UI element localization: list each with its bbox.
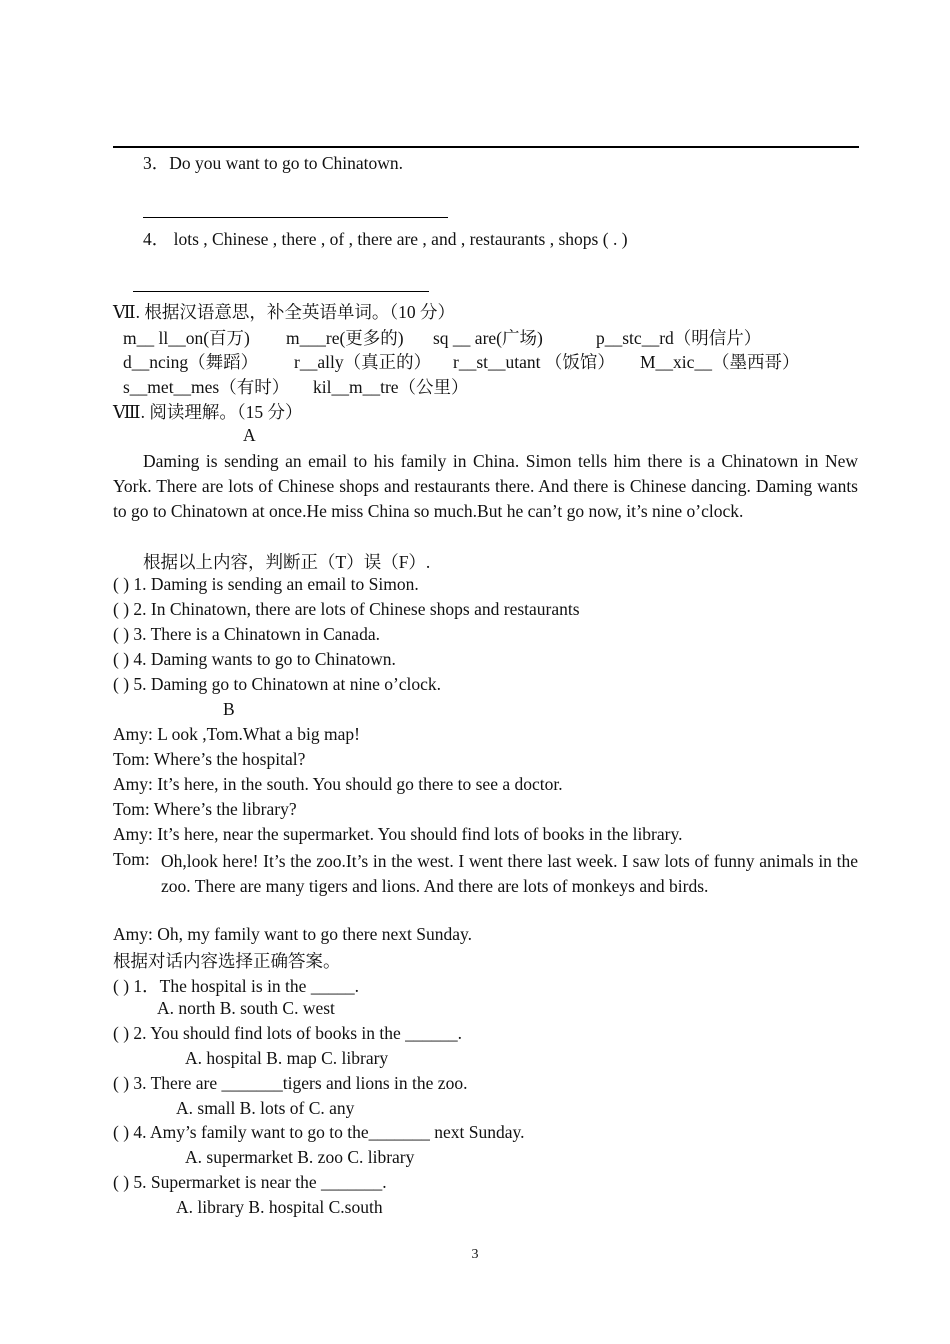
word-blank: m___re(更多的) bbox=[286, 328, 404, 348]
dialogue-line: Amy: L ook ,Tom.What a big map! bbox=[113, 724, 360, 744]
question-4: 4． lots , Chinese , there , of , there are , and , restaurants , shops ( . ) bbox=[143, 229, 628, 249]
dialogue-line: Amy: It’s here, near the supermarket. You should find lots of books in the library. bbox=[113, 824, 683, 844]
tf-question: ( ) 5. Daming go to Chinatown at nine o’clock. bbox=[113, 674, 442, 694]
page-number: 3 bbox=[471, 1247, 479, 1262]
tf-question: ( ) 2. In Chinatown, there are lots of Chinese shops and restaurants bbox=[113, 599, 580, 619]
word-blank: d__ncing（舞蹈） bbox=[123, 352, 259, 372]
mc-options: A. library B. hospital C.south bbox=[176, 1197, 383, 1217]
part-a-label: A bbox=[243, 425, 256, 445]
dialogue-line: Tom: Where’s the library? bbox=[113, 799, 297, 819]
mc-question: ( ) 4. Amy’s family want to go to the_______ next Sunday. bbox=[113, 1122, 525, 1142]
word-blank: m__ ll__on(百万) bbox=[123, 328, 250, 348]
section8-heading: Ⅷ. 阅读理解。（15 分） bbox=[113, 402, 303, 422]
mc-options: A. hospital B. map C. library bbox=[185, 1048, 389, 1068]
dialogue-line: Amy: Oh, my family want to go there next Sunday. bbox=[113, 924, 473, 944]
section7-heading: Ⅶ. 根据汉语意思，补全英语单词。（10 分） bbox=[113, 302, 455, 322]
word-blank: p__stc__rd（明信片） bbox=[596, 328, 762, 348]
dialogue-line: Amy: It’s here, in the south. You should go there to see a doctor. bbox=[113, 774, 563, 794]
dialogue-long-line: Oh,look here! It’s the zoo.It’s in the west. I went there last week. I saw lots of funny animals in the zoo. There are many tigers and lions. And there are lots of monkeys and birds. bbox=[161, 851, 858, 896]
mc-options: A. supermarket B. zoo C. library bbox=[185, 1147, 415, 1167]
dialogue-line: Tom: Where’s the hospital? bbox=[113, 749, 306, 769]
word-blank: M__xic__（墨西哥） bbox=[640, 352, 800, 372]
header-rule bbox=[113, 146, 859, 148]
word-blank: r__ally（真正的） bbox=[294, 352, 432, 372]
part-a-passage: Daming is sending an email to his family in China. Simon tells him there is a Chinatown in New York. There are lots of Chinese shops and restaurants there. And there is Chinese dancing. Daming wants to go to Chinatown at once.He miss China so much.But he can’t go now, it’s nine o’clock. bbox=[113, 451, 858, 521]
word-blank: kil__m__tre（公里） bbox=[313, 377, 469, 397]
answer-line-3 bbox=[143, 217, 448, 218]
mc-options: A. north B. south C. west bbox=[157, 998, 335, 1018]
part-a-instruction: 根据以上内容，判断正（T）误（F）. bbox=[143, 552, 431, 572]
word-blank: sq __ are(广场) bbox=[433, 328, 543, 348]
dialogue-speaker: Tom: bbox=[113, 849, 150, 869]
mc-question: ( ) 5. Supermarket is near the _______. bbox=[113, 1172, 387, 1192]
mc-question: ( ) 1．The hospital is in the _____. bbox=[113, 976, 359, 996]
question-3: 3．Do you want to go to Chinatown. bbox=[143, 153, 404, 173]
mc-question: ( ) 2. You should find lots of books in the ______. bbox=[113, 1023, 463, 1043]
tf-question: ( ) 3. There is a Chinatown in Canada. bbox=[113, 624, 380, 644]
mc-question: ( ) 3. There are _______tigers and lions in the zoo. bbox=[113, 1073, 468, 1093]
part-b-label: B bbox=[223, 699, 235, 719]
answer-line-4 bbox=[133, 291, 429, 292]
word-blank: r__st__utant （饭馆） bbox=[453, 352, 615, 372]
tf-question: ( ) 1. Daming is sending an email to Simon. bbox=[113, 574, 419, 594]
word-blank: s__met__mes（有时） bbox=[123, 377, 290, 397]
tf-question: ( ) 4. Daming wants to go to Chinatown. bbox=[113, 649, 396, 669]
part-b-instruction: 根据对话内容选择正确答案。 bbox=[113, 951, 341, 971]
mc-options: A. small B. lots of C. any bbox=[176, 1098, 355, 1118]
